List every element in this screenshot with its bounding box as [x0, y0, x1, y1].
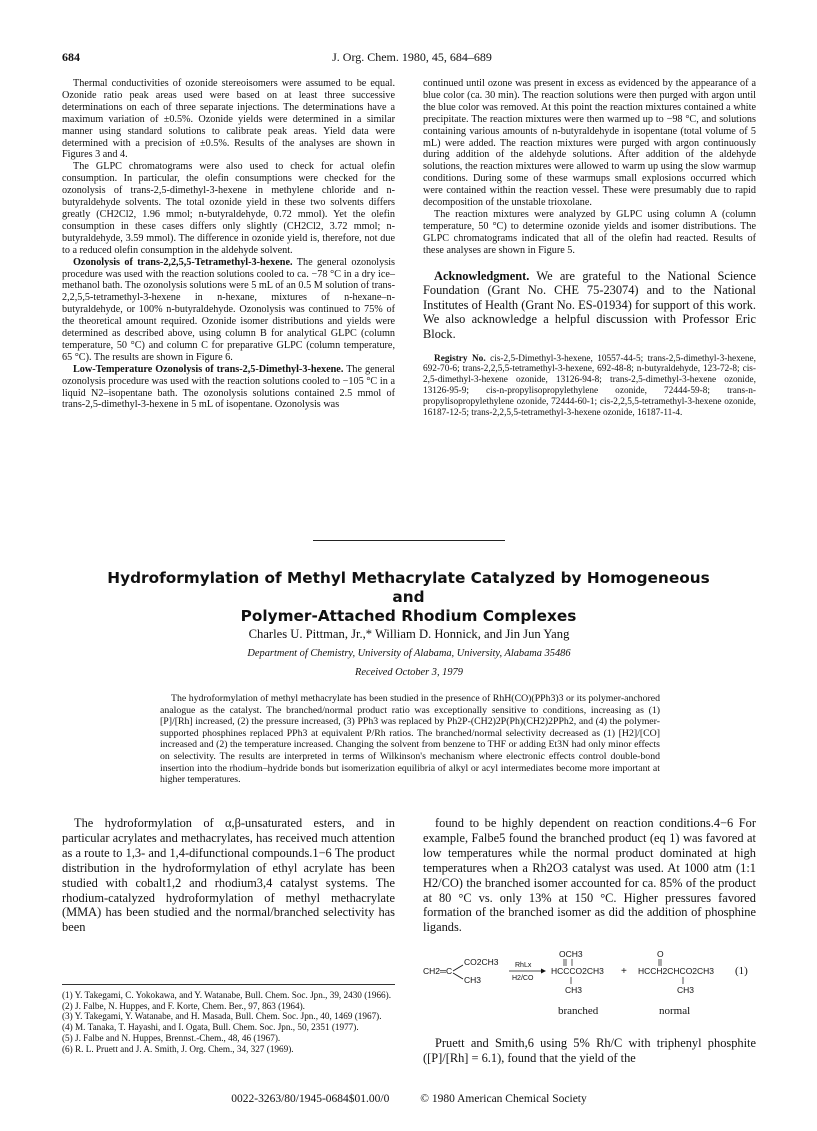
- page-footer: [62, 1093, 756, 1105]
- previous-article-left-column: [62, 78, 395, 411]
- copyright: © 1980 American Chemical Society: [420, 1093, 587, 1105]
- equation-number: (1): [735, 965, 748, 977]
- paragraph-text: The general ozonolysis procedure was used with the reaction solutions cooled to −105 °C in a liquid N2–isopentane bath. The ozonolysis solutions contained 2.5 mmol of trans-2,5-dimethyl-3-hexene in 5 mL of isopentane. Ozonolysis was: [62, 363, 395, 411]
- journal-citation: J. Org. Chem. 1980, 45, 684–689: [332, 50, 492, 64]
- branched-product: HCCCO2CH3: [551, 966, 604, 976]
- reactant-methyl-group: CH3: [464, 975, 482, 985]
- paragraph: [62, 364, 395, 412]
- catalyst-label: RhLx: [515, 962, 532, 969]
- footnote: (6) R. L. Pruett and J. A. Smith, J. Org. Chem., 34, 327 (1969).: [62, 1043, 294, 1054]
- paragraph: [62, 257, 395, 364]
- bond-line: [453, 973, 463, 979]
- paragraph: Thermal conductivities of ozonide stereoisomers were assumed to be equal. Ozonide ratio peak areas used were based on at least three successive determinations on each of three separate injections. The determinations have a maximum variation of ±0.5%. Ozonide yields were determined in a similar manner using standard solutions to calibrate peak areas. Yield data were determined with a precision of ±0.5%. Results of the analyses are shown in Figures 3 and 4.: [62, 78, 395, 161]
- reactant-alkene: CH2═C: [423, 966, 453, 976]
- footnote: (4) M. Tanaka, T. Hayashi, and I. Ogata, Bull. Chem. Soc. Jpn., 50, 2351 (1977).: [62, 1022, 359, 1033]
- footnote-divider: [62, 984, 395, 985]
- footnote: (2) J. Falbe, N. Huppes, and F. Korte, Chem. Ber., 97, 863 (1964).: [62, 1000, 305, 1011]
- normal-methyl: CH3: [677, 985, 695, 995]
- paragraph: The GLPC chromatograms were also used to check for actual olefin consumption. In particular, the olefin consumptions were checked for the ozonolysis of trans-2,5-dimethyl-3-hexene in methylene chloride and n-butyraldehyde solvents. The total ozonide yield in these two solvents differs greatly (CH2Cl2, 1.96 mmol; n-butyraldehyde, 0.72 mmol). Yet the olefin consumption in these cases differs only slightly (CH2Cl2, 3.72 mmol; n-butyraldehyde, 3.59 mmol). The difference in ozonide yield is, therefore, not due to a reduced olefin consumption in the aldehyde solvent.: [62, 161, 395, 256]
- reactant-ester-group: CO2CH3: [464, 957, 499, 967]
- plus-sign: +: [621, 966, 627, 977]
- normal-product: HCCH2CHCO2CH3: [638, 966, 715, 976]
- footnotes: [62, 990, 395, 1054]
- paragraph: continued until ozone was present in excess as evidenced by the appearance of a blue color (ca. 30 min). The reaction solutions were then purged with argon until the blue color was removed. At this point the reaction mixtures contained a white precipitate. The reaction mixtures were then warmed up to −98 °C, and solutions containing various amounts of n-butyraldehyde in isopentane (total volume of 5 mL) were added. The reaction mixtures were purged with argon continuously during addition of the aldehyde solutions. After addition of the aldehyde solutions, the reaction mixtures were allowed to warm up using the slow warmup conditions. During some of these warmups small explosions occurred which were contained within the reaction vessel. These were presumably due to rapid decomposition of the unstable trioxolane.: [423, 78, 756, 209]
- branched-methyl: CH3: [565, 985, 583, 995]
- body-text-left: The hydroformylation of α,β-unsaturated esters, and in particular acrylates and methacrylates, has received much attention as a route to 1,3- and 1,4-difunctional compounds.1−6 The product distribution in the hydroformylation of ethyl acrylate has been studied with cobalt1,2 and rhodium3,4 catalyst systems. The rhodium-catalyzed hydroformylation of methyl methacrylate (MMA) has been studied and the normal/branched selectivity has been: [62, 816, 395, 935]
- normal-label: normal: [659, 1005, 691, 1017]
- running-header: [62, 50, 762, 66]
- registry-numbers: [423, 354, 756, 419]
- article-code: 0022-3263/80/1945-0684$01.00/0: [231, 1093, 390, 1105]
- acknowledgment-heading: Acknowledgment.: [434, 268, 530, 283]
- registry-heading: Registry No.: [434, 353, 486, 364]
- footnote: (1) Y. Takegami, C. Yokokawa, and Y. Watanabe, Bull. Chem. Soc. Jpn., 39, 2430 (1966).: [62, 990, 391, 1000]
- branched-label: branched: [558, 1005, 599, 1017]
- section-heading: Ozonolysis of trans-2,2,5,5-Tetramethyl-3-hexene.: [73, 256, 293, 268]
- acknowledgment-text: We are grateful to the National Science Foundation (Grant No. CHE 75-23074) and to the National Institutes of Health (Grant No. ES-01934) for support of this work. We also acknowledge a helpful discussion with Professor Eric Block.: [423, 268, 756, 341]
- abstract: The hydroformylation of methyl methacrylate has been studied in the presence of RhH(CO)(PPh3)3 or its polymer-anchored analogue as the catalyst. The branched/normal product ratio was exceptionally sensitive to conditions, increasing as (1) [P]/[Rh] increased, (2) the pressure increased, (3) PPh3 was replaced by Ph2P-(CH2)2P(Ph)(CH2)2PPh2, and (4) the polymer-supported phosphines replaced PPh3 at equivalent P/Rh ratios. The branched/normal selectivity decreased as (1) [H2]/[CO] increased and (2) the temperature increased. Changing the solvent from benzene to THF or adding Et3N had only minor effects on selectivity. The results are interpreted in terms of Wilkinson's mechanism where electronic effects control double-bond insertion into the rhodium–hydride bonds but isomerization equilibria of alkyl or acyl intermediates become more important at higher temperatures.: [160, 693, 660, 786]
- authors: Charles U. Pittman, Jr.,* William D. Honnick, and Jin Jun Yang: [248, 627, 570, 641]
- previous-article-right-column: [423, 78, 756, 419]
- gas-label: H2/CO: [512, 975, 534, 982]
- footnote: (3) Y. Takegami, Y. Watanabe, and H. Masada, Bull. Chem. Soc. Jpn., 40, 1469 (1967).: [62, 1011, 382, 1022]
- page-number: 684: [62, 50, 80, 64]
- normal-top-group: O: [657, 950, 664, 959]
- article-title: [100, 569, 717, 626]
- equation-drawing: [423, 950, 756, 1018]
- article-divider: [313, 540, 505, 541]
- body-text-right-continued: Pruett and Smith,6 using 5% Rh/C with triphenyl phosphite ([P]/[Rh] = 6.1), found that the yield of the: [423, 1036, 756, 1065]
- received-date: Received October 3, 1979: [355, 667, 463, 678]
- paragraph: The reaction mixtures were analyzed by GLPC using column A (column temperature, 50 °C) to determine ozonide yields and isomer distributions. The GLPC chromatograms indicated that all of the olefin had reacted. Results of these analyses are shown in Figure 5.: [423, 208, 756, 256]
- footnote: (5) J. Falbe and N. Huppes, Brennst.-Chem., 48, 46 (1967).: [62, 1032, 281, 1043]
- paragraph-text: The general ozonolysis procedure was used with the reaction solutions cooled to ca. −78 °C in a dry ice–methanol bath. The ozonolysis solutions were 5 mL of an 0.5 M solution of trans-2,2,5,5-tetramethyl-3-hexene in n-hexane, mixtures of n-hexane–n-butyraldehyde, or 100% n-butyraldehyde. Ozonolysis was continued to 75% of the theoretical amount required. Ozonide isomer distributions and yields were determined as described above, using column B for analytical GLPC (column temperature, 50 °C) and column C for preparative GLPC (column temperature, 65 °C). The results are shown in Figure 6.: [62, 256, 395, 363]
- section-heading: Low-Temperature Ozonolysis of trans-2,5-Dimethyl-3-hexene.: [73, 363, 344, 375]
- affiliation: Department of Chemistry, University of Alabama, University, Alabama 35486: [247, 648, 571, 659]
- title-line: Polymer-Attached Rhodium Complexes: [240, 607, 577, 625]
- chemical-equation: [423, 950, 756, 1018]
- bond-line: [453, 965, 463, 971]
- branched-top-group: OCH3: [559, 950, 583, 959]
- acknowledgment: [423, 269, 756, 342]
- registry-text: cis-2,5-Dimethyl-3-hexene, 10557-44-5; trans-2,5-dimethyl-3-hexene, 692-70-6; trans-2,2,5,5-tetramethyl-3-hexene, 692-48-8; n-butyraldehyde, 123-72-8; cis-2,5-dimethyl-3-hexene ozonide, 13126-94-8; trans-2,5-dimethyl-3-hexene ozonide, 13126-95-9; cis-n-propylisopropylethylene ozonide, 72444-59-8; trans-n-propylisopropylethylene ozonide, 72444-60-1; cis-2,2,5,5-tetramethyl-3-hexene ozonide, 16187-12-5; trans-2,2,5,5-tetramethyl-3-hexene ozonide, 16187-11-4.: [423, 353, 756, 419]
- body-text-right: found to be highly dependent on reaction conditions.4−6 For example, Falbe5 found the branched product (eq 1) was favored at low temperatures while the normal product dominated at high temperatures when a Rh2O3 catalyst was used. At 1000 atm (1:1 H2/CO) the branched isomer accounted for ca. 85% of the product at 80 °C vs. only 13% at 150 °C. Higher pressures favored formation of the branched isomer as did the addition of phosphine ligands.: [423, 816, 756, 935]
- arrow-head: [541, 969, 546, 974]
- title-line: Hydroformylation of Methyl Methacrylate Catalyzed by Homogeneous and: [107, 569, 710, 606]
